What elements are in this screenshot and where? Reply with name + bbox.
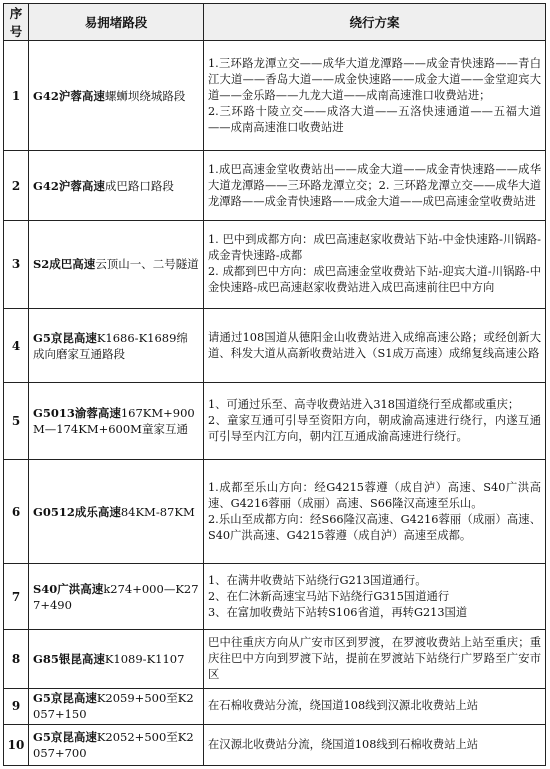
section-detail: 成巴路口路段 xyxy=(104,178,174,193)
plan-line: 3、在富加收费站下站转S106省道，再转G213国道 xyxy=(208,605,468,619)
detour-plan-cell xyxy=(204,41,546,151)
road-section-cell xyxy=(29,383,204,460)
plan-line: 1.成巴高速金堂收费站出——成金大道——成金青快速路——成华大道龙潭路——三环路龙潭立交；2. 三环路龙潭立交——成华大道龙潭路——成金青快速路——成金大道——成巴高速金堂收费站进 xyxy=(208,162,541,208)
road-section-cell xyxy=(29,220,204,308)
highway-name: G5京昆高速 xyxy=(33,691,97,706)
highway-name: G5京昆高速 xyxy=(33,730,97,745)
highway-name: G0512成乐高速 xyxy=(33,504,121,519)
plan-line: 1. 巴中到成都方向：成巴高速赵家收费站下站-中金快速路-川锅路-成金青快速路-成都 xyxy=(208,233,541,263)
road-section-cell xyxy=(29,688,204,724)
detour-plan-cell xyxy=(204,725,546,766)
plan-line: 2、在仁沐新高速宝马站下站绕行G315国道通行 xyxy=(208,589,450,603)
detour-plan-cell xyxy=(204,151,546,221)
table-row xyxy=(4,725,546,766)
road-section-cell xyxy=(29,151,204,221)
plan-line: 1.成都至乐山方向：经G4215蓉遵（成自泸）高速、S40广洪高速、G4216蓉丽（成丽）高速、S66隆汉高速至乐山。 xyxy=(208,480,541,510)
table-row xyxy=(4,630,546,688)
detour-plan-cell xyxy=(204,688,546,724)
plan-line: 2.三环路十陵立交——成洛大道——五洛快速通道——五福大道——成南高速淮口收费站进 xyxy=(208,104,541,134)
plan-line: 2.乐山至成都方向：经S66隆汉高速、G4216蓉丽（成丽）高速、S40广洪高速、G4215蓉遵（成自泸）高速至成都。 xyxy=(208,512,541,542)
road-section-cell xyxy=(29,725,204,766)
table-row xyxy=(4,688,546,724)
plan-line: 2. 成都到巴中方向：成巴高速金堂收费站下站-迎宾大道-川锅路-中金快速路-成巴高速赵家收费站进入成巴高速前往巴中方向 xyxy=(208,265,541,295)
section-detail: K2052+500至K2057+700 xyxy=(33,730,194,761)
table-row xyxy=(4,383,546,460)
detour-plan-cell xyxy=(204,220,546,308)
plan-line: 请通过108国道从德阳金山收费站进入成绵高速公路；或经创新大道、科发大道从高新收费站进入（S1成万高速）成绵复线高速公路 xyxy=(208,330,541,360)
row-number: 2 xyxy=(4,151,29,221)
detour-plan-cell xyxy=(204,460,546,564)
table-row xyxy=(4,460,546,564)
row-number: 6 xyxy=(4,460,29,564)
row-number: 7 xyxy=(4,564,29,630)
table-row xyxy=(4,41,546,151)
section-detail: k274+000—K277+490 xyxy=(33,581,199,612)
plan-line: 在汉源北收费站分流，绕国道108线到石棉收费站上站 xyxy=(208,738,479,752)
detour-plan-table xyxy=(3,3,546,766)
highway-name: G5京昆高速 xyxy=(33,330,97,345)
header-plan: 绕行方案 xyxy=(204,4,546,41)
header-section: 易拥堵路段 xyxy=(29,4,204,41)
highway-name: G42沪蓉高速 xyxy=(33,178,105,193)
plan-line: 1、在满井收费站下站绕行G213国道通行。 xyxy=(208,573,427,587)
table-row xyxy=(4,220,546,308)
row-number: 5 xyxy=(4,383,29,460)
section-detail: K1686-K1689绵成向磨家互通路段 xyxy=(33,330,188,361)
road-section-cell xyxy=(29,41,204,151)
detour-plan-cell xyxy=(204,564,546,630)
header-row xyxy=(4,4,546,41)
highway-name: S40广洪高速 xyxy=(33,581,104,596)
highway-name: G42沪蓉高速 xyxy=(33,88,105,103)
section-detail: K1089-K1107 xyxy=(104,651,185,666)
table-body xyxy=(4,41,546,766)
plan-line: 2、童家互通可引导至资阳方向，朝成渝高速进行绕行，内遂互通可引导至内江方向，朝内江互通成渝高速进行绕行。 xyxy=(208,414,541,444)
section-detail: 螺蛳坝绕城路段 xyxy=(104,88,186,103)
row-number: 3 xyxy=(4,220,29,308)
plan-line: 巴中往重庆方向从广安市区到罗渡，在罗渡收费站上站至重庆；重庆往巴中方向到罗渡下站，提前在罗渡站下站绕行广罗路至广安市区 xyxy=(208,635,541,681)
plan-line: 在石棉收费站分流，绕国道108线到汉源北收费站上站 xyxy=(208,699,479,713)
plan-line: 1.三环路龙潭立交——成华大道龙潭路——成金青快速路——青白江大道——香岛大道——成金快速路——成金大道——金堂迎宾大道——金乐路——九龙大道——成南高速淮口收费站进； xyxy=(208,56,541,102)
section-detail: K2059+500至K2057+150 xyxy=(33,691,194,722)
header-no: 序号 xyxy=(4,4,29,41)
row-number: 10 xyxy=(4,725,29,766)
detour-plan-cell xyxy=(204,630,546,688)
row-number: 4 xyxy=(4,309,29,383)
table-row xyxy=(4,564,546,630)
road-section-cell xyxy=(29,460,204,564)
section-detail: 云顶山一、二号隧道 xyxy=(95,257,199,272)
road-section-cell xyxy=(29,630,204,688)
detour-plan-cell xyxy=(204,309,546,383)
road-section-cell xyxy=(29,309,204,383)
road-section-cell xyxy=(29,564,204,630)
table-row xyxy=(4,309,546,383)
highway-name: S2成巴高速 xyxy=(33,257,96,272)
section-detail: 84KM-87KM xyxy=(120,504,195,519)
highway-name: G5013渝蓉高速 xyxy=(33,406,121,421)
detour-plan-cell xyxy=(204,383,546,460)
section-detail: 167KM+900M—174KM+600M童家互通 xyxy=(33,406,195,437)
row-number: 8 xyxy=(4,630,29,688)
plan-line: 1、可通过乐至、高寺收费站进入318国道绕行至成都或重庆； xyxy=(208,398,520,412)
row-number: 9 xyxy=(4,688,29,724)
highway-name: G85银昆高速 xyxy=(33,651,105,666)
row-number: 1 xyxy=(4,41,29,151)
table-row xyxy=(4,151,546,221)
